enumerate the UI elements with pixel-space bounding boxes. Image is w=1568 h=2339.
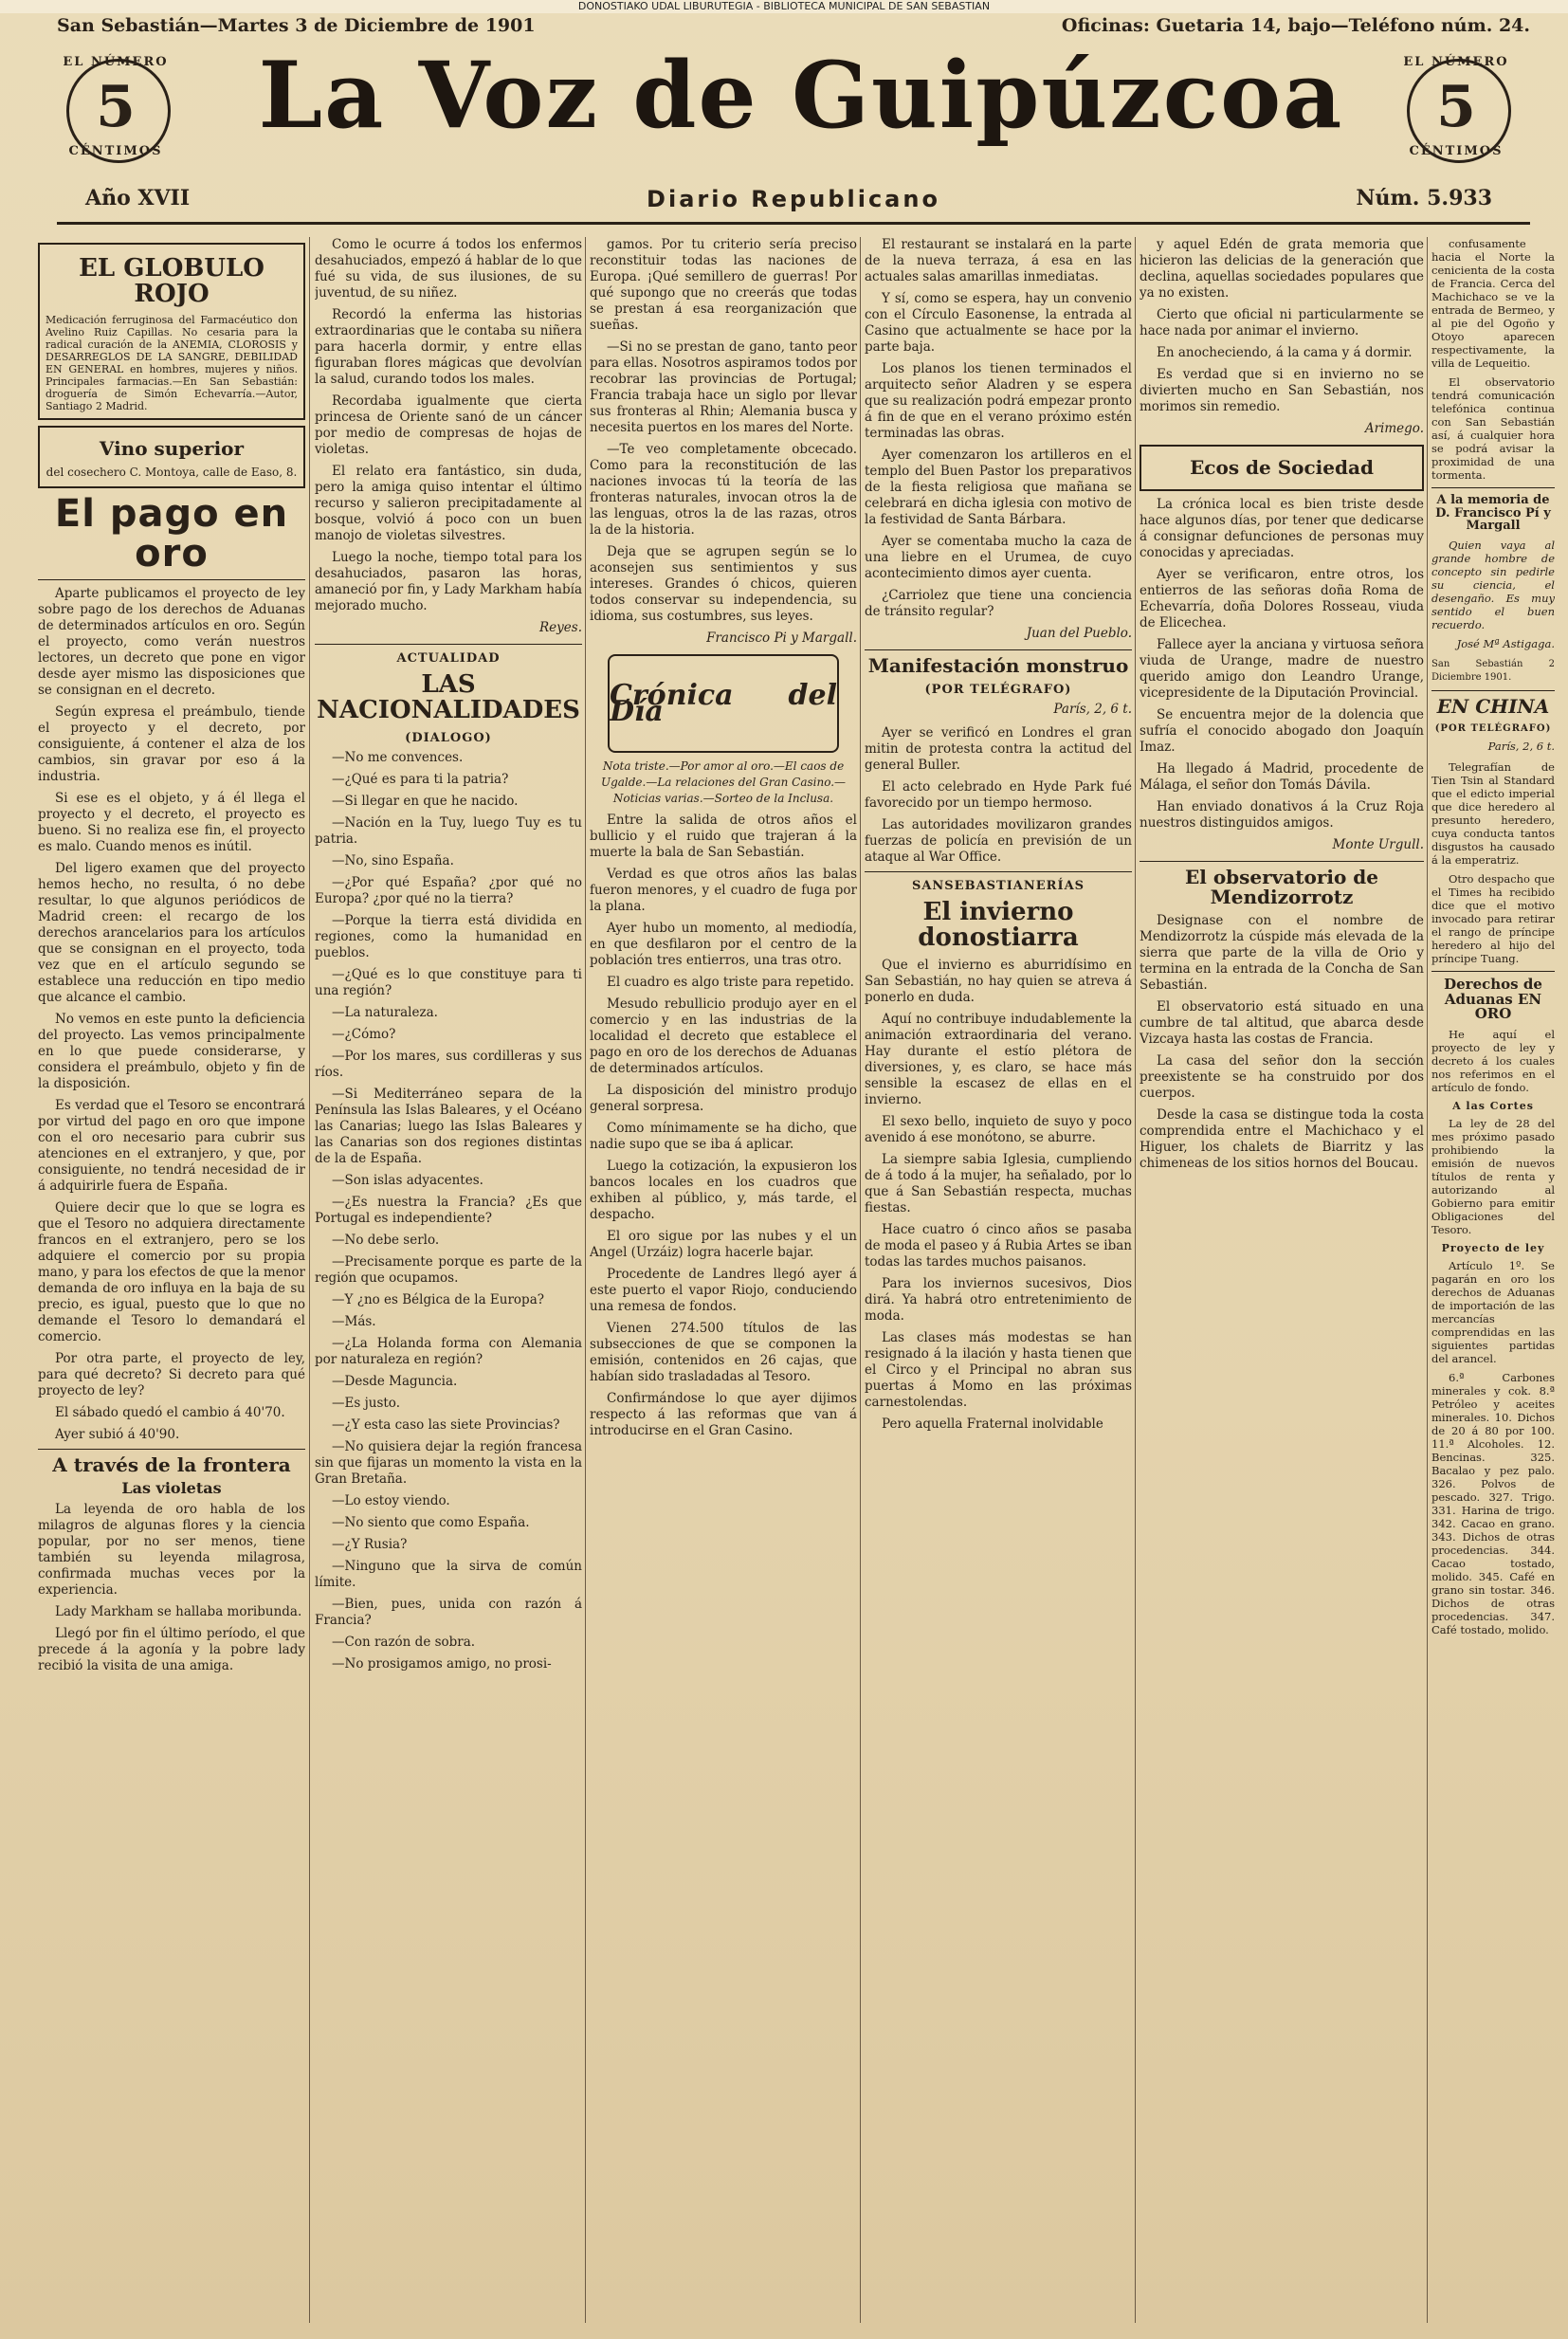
signature: Arimego. [1364,421,1424,436]
paragraph: Y sí, como se espera, hay un convenio con el Círculo Easonense, la entrada al Casino que actualmente se hace por la parte baja. [865,291,1132,355]
dialogue-line: —No debe serlo. [332,1232,440,1248]
column-3 [590,237,857,2323]
dialogue-line: —Ninguno que la sirva de común límite. [315,1558,582,1590]
column-divider [585,237,586,2323]
dialogue-line: —No, sino España. [332,852,454,868]
paragraph: Entre la salida de otros años el bullicio y el ruido que trajeran á la muerte la bala de San Sebastián. [590,813,857,860]
paragraph: Deja que se agrupen según se lo aconsejen sus sentimientos y sus intereses. Grandes ó chicos, quieren todos conservar su independencia, su idioma, sus costumbres, sus leyes. [590,544,857,624]
dialogue-line: —¿Y Rusia? [332,1536,408,1552]
paragraph: Recordaba igualmente que cierta princesa de Oriente sanó de un cáncer por medio de compresas de hojas de violetas. [315,393,582,457]
year-label: Año XVII [85,186,191,210]
dialogue-line: —¿La Holanda forma con Alemania por naturaleza en región? [315,1335,582,1367]
paragraph: El acto celebrado en Hyde Park fué favorecido por un tiempo hermoso. [865,779,1132,811]
headline-pago-oro: El pago en oro [54,491,289,576]
tagline: Diario Republicano [647,186,940,212]
paragraph: Desde la casa se distingue toda la costa comprendida entre el Machichaco y el Higuer, los chalets de Biarritz y las chimeneas de los sitios hornos del Boucau. [1140,1107,1424,1171]
paragraph: Procedente de Landres llegó ayer á este puerto el vapor Riojo, conduciendo una remesa de fondos. [590,1267,857,1314]
paragraph: gamos. Por tu criterio sería preciso reconstituir todas las naciones de Europa. ¡Qué semillero de guerras! Por qué supongo que no creerás que todas se prestan á esa reorganización que sueñas. [590,237,857,333]
paragraph: Hace cuatro ó cinco años se pasaba de moda el paseo y á Rubia Artes se iban todas las tardes muchos paisanos. [865,1221,1132,1270]
paragraph: El observatorio tendrá comunicación telefónica continua con San Sebastián así, á cualquier hora se podrá avisar la proximidad de una tormenta. [1431,375,1555,482]
paragraph: El relato era fantástico, sin duda, pero la amiga quiso intentar el último recurso y salieron precipitadamente al bosque, volvió á poco con un buen manojo de violetas silvestres. [315,464,582,543]
ad-title: Vino superior [99,436,245,460]
paragraph: La siempre sabia Iglesia, cumpliendo de á todo á la mujer, ha señalado, por lo que á San Sebastián respecta, muchas fiestas. [865,1151,1132,1215]
dialogue-line: —¿Es nuestra la Francia? ¿Es que Portugal es independiente? [315,1194,582,1226]
paragraph: Ha llegado á Madrid, procedente de Málaga, el señor don Tomás Dávila. [1140,761,1424,793]
paragraph: Fallece ayer la anciana y virtuosa señora viuda de Urange, madre de nuestro querido amigo don Leandro Urange, vicepresidente de la Diputación Provincial. [1140,637,1424,701]
seal-top-text: EL NÚMERO [63,55,169,69]
dialogue-line: —Más. [332,1313,376,1329]
headline-ecos-sociedad: Ecos de Sociedad [1190,456,1374,479]
dialogue-line: —¿Qué es lo que constituye para ti una región? [315,966,582,998]
paragraph: Las autoridades movilizaron grandes fuerzas de policía en previsión de un ataque al War Office. [865,817,1132,865]
divider [1431,690,1555,691]
paragraph: Ayer se verificó en Londres el gran mitin de protesta contra la actitud del general Buller. [865,725,1132,773]
headline-pi-margall: A la memoria de D. Francisco Pí y Margall [1435,493,1551,534]
headline-invierno: El invierno donostiarra [918,898,1079,953]
paragraph: Vienen 274.500 títulos de las subsecciones de que se componen la emisión, contenidos en 26 cajas, que habían sido trasladadas al Tesoro. [590,1321,857,1384]
subheadline: (POR TELÉGRAFO) [1434,722,1552,734]
price-seal-left [57,53,180,167]
paragraph: Recordó la enferma las historias extraordinarias que le contaba su niñera para hacerla dormir, y entre ellas figuraban flores mágicas que devolvían la salud, curando todos los males. [315,307,582,387]
headline-frontera: A través de la frontera [52,1453,291,1476]
poem: Quien vaya al grande hombre de concepto sin pedirle su ciencia, el desengaño. Es muy sentido el buen recuerdo. [1431,538,1555,631]
paragraph: ¿Carriolez que tiene una conciencia de tránsito regular? [865,588,1132,619]
divider [38,1449,305,1450]
paragraph: Confirmándose lo que ayer dijimos respecto á las reformas que van á introducirse en el Gran Casino. [590,1391,857,1438]
paragraph: Designase con el nombre de Mendizorrotz la cúspide más elevada de la sierra que parte de la villa de Orio y termina en la entrada de la Concha de San Sebastián. [1140,913,1424,993]
column-6 [1431,237,1555,2323]
paragraph: Ayer se verificaron, entre otros, los entierros de las señoras doña Roma de Echevarría, doña Dolores Rosseau, viuda de Elicechea. [1140,567,1424,630]
dialogue-line: —Y ¿no es Bélgica de la Europa? [332,1291,544,1307]
dialogue-line: —¿Por qué España? ¿por qué no Europa? ¿por qué no la tierra? [315,874,582,906]
dialogue-line: —No me convences. [332,749,464,765]
paragraph: Llegó por fin el último período, el que precede á la agonía y la pobre lady recibió la visita de una amiga. [38,1626,305,1674]
headline-derechos-aduanas: Derechos de Aduanas EN ORO [1444,975,1542,1023]
divider [1431,487,1555,488]
dateline: París, 2, 6 t. [1487,739,1555,753]
ad-title: EL GLOBULO ROJO [79,254,264,309]
dialogue-line: —¿Qué es para ti la patria? [332,771,509,787]
ad-text: del cosechero C. Montoya, calle de Easo, 8. [46,465,298,479]
divider [865,649,1132,650]
ad-vino [38,426,305,488]
paragraph: Pero aquella Fraternal inolvidable [882,1416,1103,1432]
dateline: París, 2, 6 t. [1053,702,1132,717]
paragraph: La disposición del ministro produjo general sorpresa. [590,1083,857,1114]
paragraph: Ayer hubo un momento, al mediodía, en que desfilaron por el centro de la población tres entierros, una tras otro. [590,921,857,968]
dialogue-line: —Por los mares, sus cordilleras y sus ríos. [315,1048,582,1080]
paragraph: Los planos los tienen terminados el arquitecto señor Aladren y se espera que su realización podrá empezar pronto á fin de que en el verano próximo estén terminadas las obras. [865,361,1132,441]
subheadline: (DIALOGO) [405,730,492,745]
paragraph: El sábado quedó el cambio á 40'70. [55,1404,285,1420]
paragraph: Mesudo rebullicio produjo ayer en el comercio y en las industrias de la localidad el decreto que establece el pago en oro de los derechos de Aduanas de determinados artículos. [590,996,857,1076]
paragraph: La casa del señor don la sección preexistente se ha construido por dos cuerpos. [1140,1053,1424,1101]
logo-caption: Nota triste.—Por amor al oro.—El caos de Ugalde.—La relaciones del Gran Casino.—Noticias varias.—Sorteo de la Inclusa. [600,759,847,805]
paragraph: No vemos en este punto la deficiencia del proyecto. Las vemos principalmente en lo que puede considerarse, y considera el preámbulo, objeto y fin de la disposición. [38,1011,305,1091]
seal-number: 5 [96,74,136,140]
seal-top-text: EL NÚMERO [1403,55,1509,69]
paragraph: Ayer comenzaron los artilleros en el templo del Buen Pastor los preparativos de la fiesta religiosa que mañana se celebrará en dicha iglesia con motivo de la festividad de Santa Bárbara. [865,448,1132,527]
paragraph: Aparte publicamos el proyecto de ley sobre pago de los derechos de Aduanas de determinados artículos en oro. Según el proyecto, como verán nuestros lectores, un decreto que pone en vigor desde ayer mismo las disposiciones que se consignan en el decreto. [38,585,305,698]
dialogue-line: —Si llegar en que he nacido. [332,793,519,809]
dialogue-line: —Si Mediterráneo separa de la Península las Islas Baleares, y el Océano las Canarias; luego las Islas Baleares y las Canarias son dos regiones distintas de la de España. [315,1086,582,1166]
dialogue-line: —No quisiera dejar la región francesa sin que fijaras un momento la vista en la Gran Bretaña. [315,1438,582,1487]
paragraph: El observatorio está situado en una cumbre de tal altitud, que abarca desde Vizcaya hasta las costas de Francia. [1140,999,1424,1047]
masthead [57,42,1530,169]
paragraph: Quiere decir que lo que se logra es que el Tesoro no adquiera directamente francos en el extranjero, pero se los adquiere el comercio por su propia mano, y para los efectos de que la menor demanda de oro influya en la baja de su precio, es igual, puesto que lo que no demande el Tesoro lo demandará el comercio. [38,1199,305,1344]
paragraph: Aquí no contribuye indudablemente la animación extraordinaria del verano. Hay durante el estío plétora de diversiones, y, es claro, se hace más sensible la escasez de ellas en el invierno. [865,1011,1132,1107]
paragraph: Lady Markham se hallaba moribunda. [55,1604,302,1620]
tariff-list: 6.ª Carbones minerales y cok. 8.ª Petróleo y aceites minerales. 10. Dichos de 20 á 80 por 100. 11.ª Alcoholes. 12. Bencinas. 325. Bacalao y pez palo. 326. Polvos de pescado. 327. Trigo. 331. Harina de trigo. 342. Cacao en grano. 343. Dichos de otras procedencias. 344. Cacao tostado, molido. 345. Café en grano sin tostar. 346. Dichos de otras procedencias. 347. Café tostado, molido. [1431,1371,1555,1637]
paragraph: Si ese es el objeto, y á él llega el proyecto y el decreto, el proyecto es bueno. Si no realiza ese fin, el proyecto es malo. Cuando menos es inútil. [38,790,305,854]
seal-number: 5 [1436,74,1476,140]
subheadline: (POR TELÉGRAFO) [924,683,1072,697]
headline-en-china: EN CHINA [1436,694,1550,718]
masthead-subline [57,186,1530,214]
signature: Francisco Pi y Margall. [706,630,857,646]
dialogue-line: —Porque la tierra está dividida en regiones, como la humanidad en pueblos. [315,912,582,960]
dialogue-line: —No siento que como España. [332,1514,530,1530]
divider [865,871,1132,872]
library-banner: DONOSTIAKO UDAL LIBURUTEGIA - BIBLIOTECA MUNICIPAL DE SAN SEBASTIAN [0,0,1568,13]
headline-nacionalidades: LAS NACIONALIDADES [317,670,580,725]
dialogue-line: —Lo estoy viendo. [332,1492,450,1508]
paragraph: Verdad es que otros años las balas fueron menores, y el cuadro de fuga por la plana. [590,867,857,914]
paragraph: He aquí el proyecto de ley y decreto á los cuales nos referimos en el artículo de fondo. [1431,1028,1555,1095]
paragraph: Luego la noche, tiempo total para los desahuciados, pasaron las horas, amaneció por fin, y Lady Markham había mejorado mucho. [315,550,582,613]
seal-bottom-text: CÉNTIMOS [68,144,163,158]
paragraph: Que el invierno es aburridísimo en San Sebastián, no hay quien se atreva á ponerlo en duda. [865,957,1132,1005]
dialogue-line: —Bien, pues, unida con razón á Francia? [315,1596,582,1628]
signature: José Mª Astigaga. [1456,636,1555,650]
dialogue-line: —Precisamente porque es parte de la región que ocupamos. [315,1253,582,1286]
paragraph: Se encuentra mejor de la dolencia que sufría el conocido abogado don Joaquín Imaz. [1140,707,1424,755]
paragraph: Artículo 1º. Se pagarán en oro los derechos de Aduanas de importación de las mercancías comprendidas en las siguientes partidas del arancel. [1431,1259,1555,1366]
subheadline-violetas: Las violetas [121,1478,222,1497]
paragraph: Por otra parte, el proyecto de ley, para qué decreto? Si decreto para qué proyecto de ley? [38,1350,305,1398]
column-divider [1427,237,1428,2323]
subheadline: A las Cortes [1452,1100,1534,1113]
paragraph: Otro despacho que el Times ha recibido dice que el motivo invocado para retirar el rango de príncipe heredero al hijo del príncipe Tuang. [1431,871,1555,965]
paragraph: Telegrafían de Tien Tsin al Standard que el edicto imperial que dice heredero al presunto heredero, cuya conducta tantos disgustos ha causado á la emperatriz. [1431,759,1555,867]
column-1 [38,237,305,2323]
dialogue-line: —La naturaleza. [332,1004,438,1020]
paragraph: Es verdad que si en invierno no se divierten mucho en San Sebastián, nos morimos sin remedio. [1140,367,1424,414]
paragraph: —Te veo completamente obcecado. Como para la reconstitución de las naciones invocas tú la teoría de las fronteras naturales, invocan otros la de las lenguas, otros la de las razas, otros la de la historia. [590,442,857,538]
office-info: Oficinas: Guetaria 14, bajo—Teléfono núm. 24. [1061,15,1530,36]
dialogue-line: —No prosigamos amigo, no prosi- [332,1655,552,1672]
divider [38,579,305,580]
section-label: SANSEBASTIANERÍAS [911,879,1085,893]
paragraph: confusamente hacia el Norte la cenicienta de la costa de Francia. Cerca del Machichaco se ve la entrada de Bermeo, y al pie del Ogoño y Otoyo aparecen respectivamente, la villa de Lequeitio. [1431,237,1555,370]
paragraph: El sexo bello, inquieto de suyo y poco avenido á ese monótono, se aburre. [865,1113,1132,1145]
paragraph: Las clases más modestas se han resignado á la ilación y hasta tienen que el Circo y el Principal no abran sus puertas á Momo en las próximas carnestolendas. [865,1329,1132,1410]
place-date: San Sebastián—Martes 3 de Diciembre de 1901 [57,15,536,36]
signature: Reyes. [539,620,582,635]
seal-bottom-text: CÉNTIMOS [1409,144,1504,158]
headline-observatorio: El observatorio de Mendizorrotz [1185,866,1378,908]
paragraph: La crónica local es bien triste desde hace algunos días, por tener que dedicarse á consignar defunciones de personas muy conocidas y apreciadas. [1140,497,1424,560]
paragraph: La ley de 28 del mes próximo pasado prohibiendo la emisión de nuevos títulos de renta y autorizando al Gobierno para emitir Obligaciones del Tesoro. [1431,1117,1555,1237]
price-seal-right [1397,53,1521,167]
paragraph: Cierto que oficial ni particularmente se hace nada por animar el invierno. [1140,307,1424,338]
dialogue-line: —¿Cómo? [332,1026,396,1042]
paragraph: Del ligero examen que del proyecto hemos hecho, no resulta, ó no debe resultar, lo que algunos periódicos de Madrid creen: el recargo de los derechos arancelarios para los artículos que se consignan en el proyecto, toda vez que en el artículo segundo se establece una reducción en tipo medio que alcance el cambio. [38,860,305,1005]
paragraph: Como mínimamente se ha dicho, que nadie supo que se iba á aplicar. [590,1121,857,1152]
cronica-del-dia-logo: Crónica del Día [608,654,839,753]
paragraph: El cuadro es algo triste para repetido. [607,975,854,990]
column-divider [309,237,310,2323]
subheadline: Proyecto de ley [1441,1242,1545,1255]
paragraph: —Si no se prestan de gano, tanto peor para ellas. Nosotros aspiramos todos por recobrar las provincias de Portugal; Francia trabaja hace un siglo por llevar sus fronteras al Rhin; Alemania busca y necesita puertos en los mares del Norte. [590,339,857,435]
paragraph: Según expresa el preámbulo, tiende el proyecto y el decreto, por consiguiente, á contener el alza de los cambios, sin gravar por eso á la industria. [38,704,305,784]
dateline: San Sebastián 2 Diciembre 1901. [1431,658,1555,683]
paragraph: La leyenda de oro habla de los milagros de algunas flores y la ciencia popular, por no ser menos, tiene también su leyenda milagrosa, confirmada muchas veces por la experiencia. [38,1502,305,1599]
ad-globulo-rojo [38,243,305,420]
column-4 [865,237,1132,2323]
paragraph: El restaurant se instalará en la parte de la nueva terraza, á esa en las actuales salas amarillas inmediatas. [865,237,1132,284]
newspaper-title: La Voz de Guipúzcoa [258,42,1344,149]
dialogue-line: —Son islas adyacentes. [332,1172,483,1188]
paragraph: El oro sigue por las nubes y el un Angel (Urzáiz) logra hacerle bajar. [590,1229,857,1260]
column-divider [860,237,861,2323]
dialogue-line: —¿Y esta caso las siete Provincias? [332,1416,560,1433]
dialogue-line: —Es justo. [332,1395,400,1411]
paragraph: y aquel Edén de grata memoria que hicieron las delicias de la generación que declina, aquellas sociedades populares que ya no existen. [1140,237,1424,301]
top-info-line [57,15,1530,44]
divider [1140,861,1424,862]
headline-manifestacion: Manifestación monstruo [867,654,1129,677]
column-5 [1140,237,1424,2323]
paragraph: Han enviado donativos á la Cruz Roja nuestros distinguidos amigos. [1140,799,1424,831]
paragraph: Es verdad que el Tesoro se encontrará por virtud del pago en oro que impone con el oro necesario para cubrir sus atenciones en el extranjero, y que, por consiguiente, no tendrá necesidad de ir á adquirirle fuera de España. [38,1097,305,1194]
paragraph: Luego la cotización, la expusieron los bancos locales en los cuadros que exhiben al público, y, más tarde, el despacho. [590,1159,857,1222]
dialogue-line: —Con razón de sobra. [332,1634,476,1650]
issue-number: Núm. 5.933 [1356,186,1492,210]
column-divider [1135,237,1136,2323]
paragraph: En anocheciendo, á la cama y á dormir. [1157,345,1413,360]
paragraph: Ayer subió á 40'90. [55,1426,180,1442]
section-box [1140,445,1424,491]
signature: Juan del Pueblo. [1026,626,1132,641]
divider [1431,971,1555,972]
column-2 [315,237,582,2323]
ad-text: Medicación ferruginosa del Farmacéutico don Avelino Ruiz Capillas. No cesaria para la radical curación de la ANEMIA, CLOROSIS y DESARREGLOS DE LA SANGRE, DEBILIDAD EN GENERAL en hombres, mujeres y niños. Principales farmacias.—En San Sebastián: droguería de Simón Echevarría.—Autor, Santiago 2 Madrid. [46,313,298,412]
paragraph: Como le ocurre á todos los enfermos desahuciados, empezó á hablar de lo que fué su vida, de sus ilusiones, de su juventud, de su niñez. [315,237,582,301]
signature: Monte Urgull. [1332,837,1424,852]
paragraph: Ayer se comentaba mucho la caza de una liebre en el Urumea, de cuyo acontecimiento dimos ayer cuenta. [865,534,1132,581]
section-label: ACTUALIDAD [396,651,501,666]
masthead-rule [57,222,1530,225]
divider [315,644,582,645]
paragraph: Para los inviernos sucesivos, Dios dirá. Ya habrá otro entretenimiento de moda. [865,1275,1132,1324]
dialogue-line: —Nación en la Tuy, luego Tuy es tu patria. [315,814,582,847]
dialogue-line: —Desde Maguncia. [332,1373,458,1389]
